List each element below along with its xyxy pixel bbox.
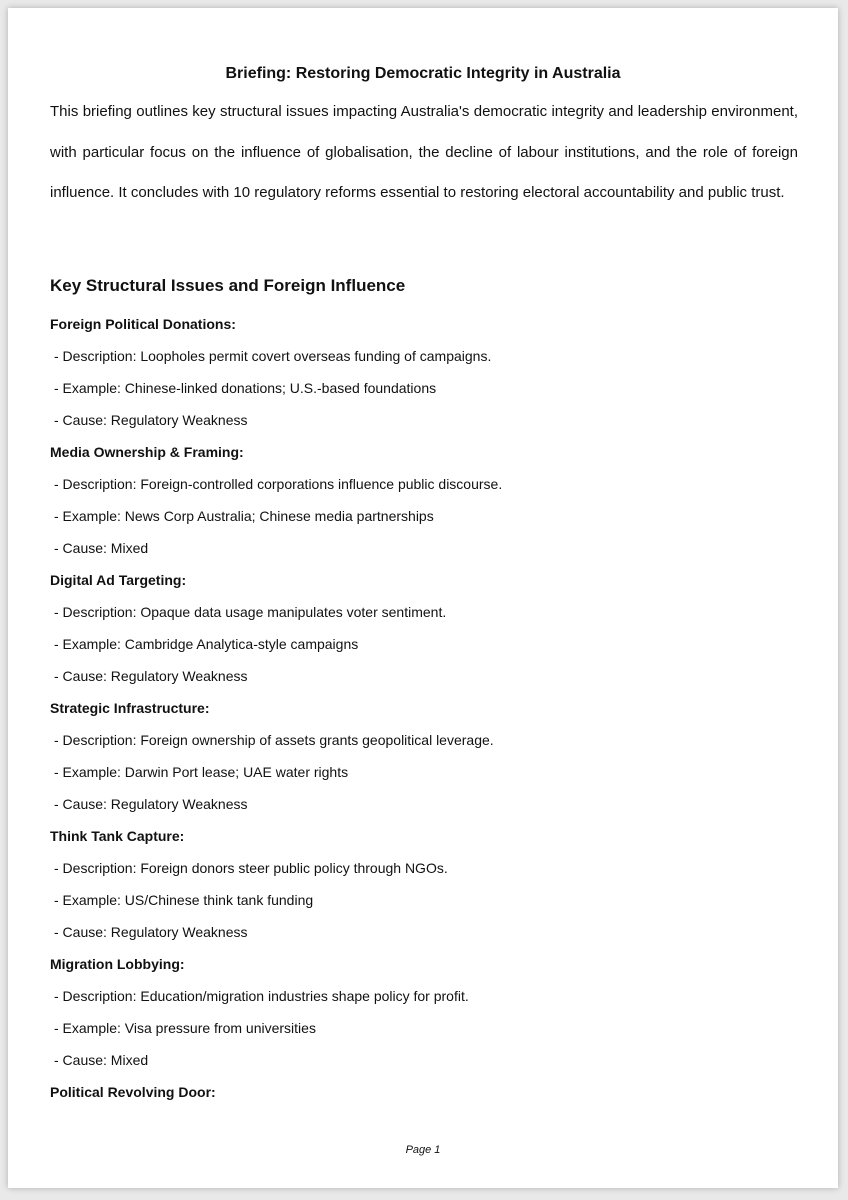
issue-item — [50, 570, 798, 698]
issue-cause: - Cause: Mixed — [54, 1052, 149, 1068]
issue-heading: Strategic Infrastructure: — [50, 700, 210, 716]
issue-item — [50, 826, 798, 954]
issue-description: - Description: Foreign donors steer public policy through NGOs. — [54, 860, 448, 876]
issue-item — [50, 954, 798, 1082]
intro-paragraph: This briefing outlines key structural issues impacting Australia's democratic integrity and leadership environment, with particular focus on the influence of globalisation, the decline of labour institutions, and the role of foreign influence. It concludes with 10 regulatory reforms essential to restoring electoral accountability and public trust. — [50, 103, 798, 201]
issue-cause: - Cause: Mixed — [54, 540, 149, 556]
issues-list — [50, 314, 798, 1114]
issue-cause: - Cause: Regulatory Weakness — [54, 796, 248, 812]
issue-cause: - Cause: Regulatory Weakness — [54, 412, 248, 428]
issue-heading: Migration Lobbying: — [50, 956, 185, 972]
issue-heading-revolving-door: Political Revolving Door: — [50, 1084, 216, 1100]
issue-example: - Example: Chinese-linked donations; U.S.-based foundations — [54, 380, 437, 396]
issue-item — [50, 442, 798, 570]
issue-heading: Think Tank Capture: — [50, 828, 185, 844]
issue-description: - Description: Education/migration industries shape policy for profit. — [54, 988, 469, 1004]
issue-description: - Description: Loopholes permit covert overseas funding of campaigns. — [54, 348, 492, 364]
issue-example: - Example: News Corp Australia; Chinese media partnerships — [54, 508, 434, 524]
document-title: Briefing: Restoring Democratic Integrity in Australia — [225, 65, 621, 82]
issue-item — [50, 314, 798, 442]
issue-heading: Digital Ad Targeting: — [50, 572, 187, 588]
issue-description: - Description: Opaque data usage manipulates voter sentiment. — [54, 604, 447, 620]
document-page — [8, 8, 838, 1188]
issue-description: - Description: Foreign-controlled corporations influence public discourse. — [54, 476, 503, 492]
issue-cause: - Cause: Regulatory Weakness — [54, 668, 248, 684]
issue-heading: Foreign Political Donations: — [50, 316, 236, 332]
issue-heading: Media Ownership & Framing: — [50, 444, 244, 460]
issue-cause: - Cause: Regulatory Weakness — [54, 924, 248, 940]
issue-example: - Example: Visa pressure from universities — [54, 1020, 316, 1036]
page-number: Page 1 — [405, 1144, 441, 1156]
section-heading: Key Structural Issues and Foreign Influence — [50, 276, 406, 295]
issue-description: - Description: Foreign ownership of assets grants geopolitical leverage. — [54, 732, 494, 748]
issue-example: - Example: Cambridge Analytica-style campaigns — [54, 636, 359, 652]
issue-item — [50, 698, 798, 826]
issue-example: - Example: US/Chinese think tank funding — [54, 892, 314, 908]
issue-example: - Example: Darwin Port lease; UAE water rights — [54, 764, 349, 780]
